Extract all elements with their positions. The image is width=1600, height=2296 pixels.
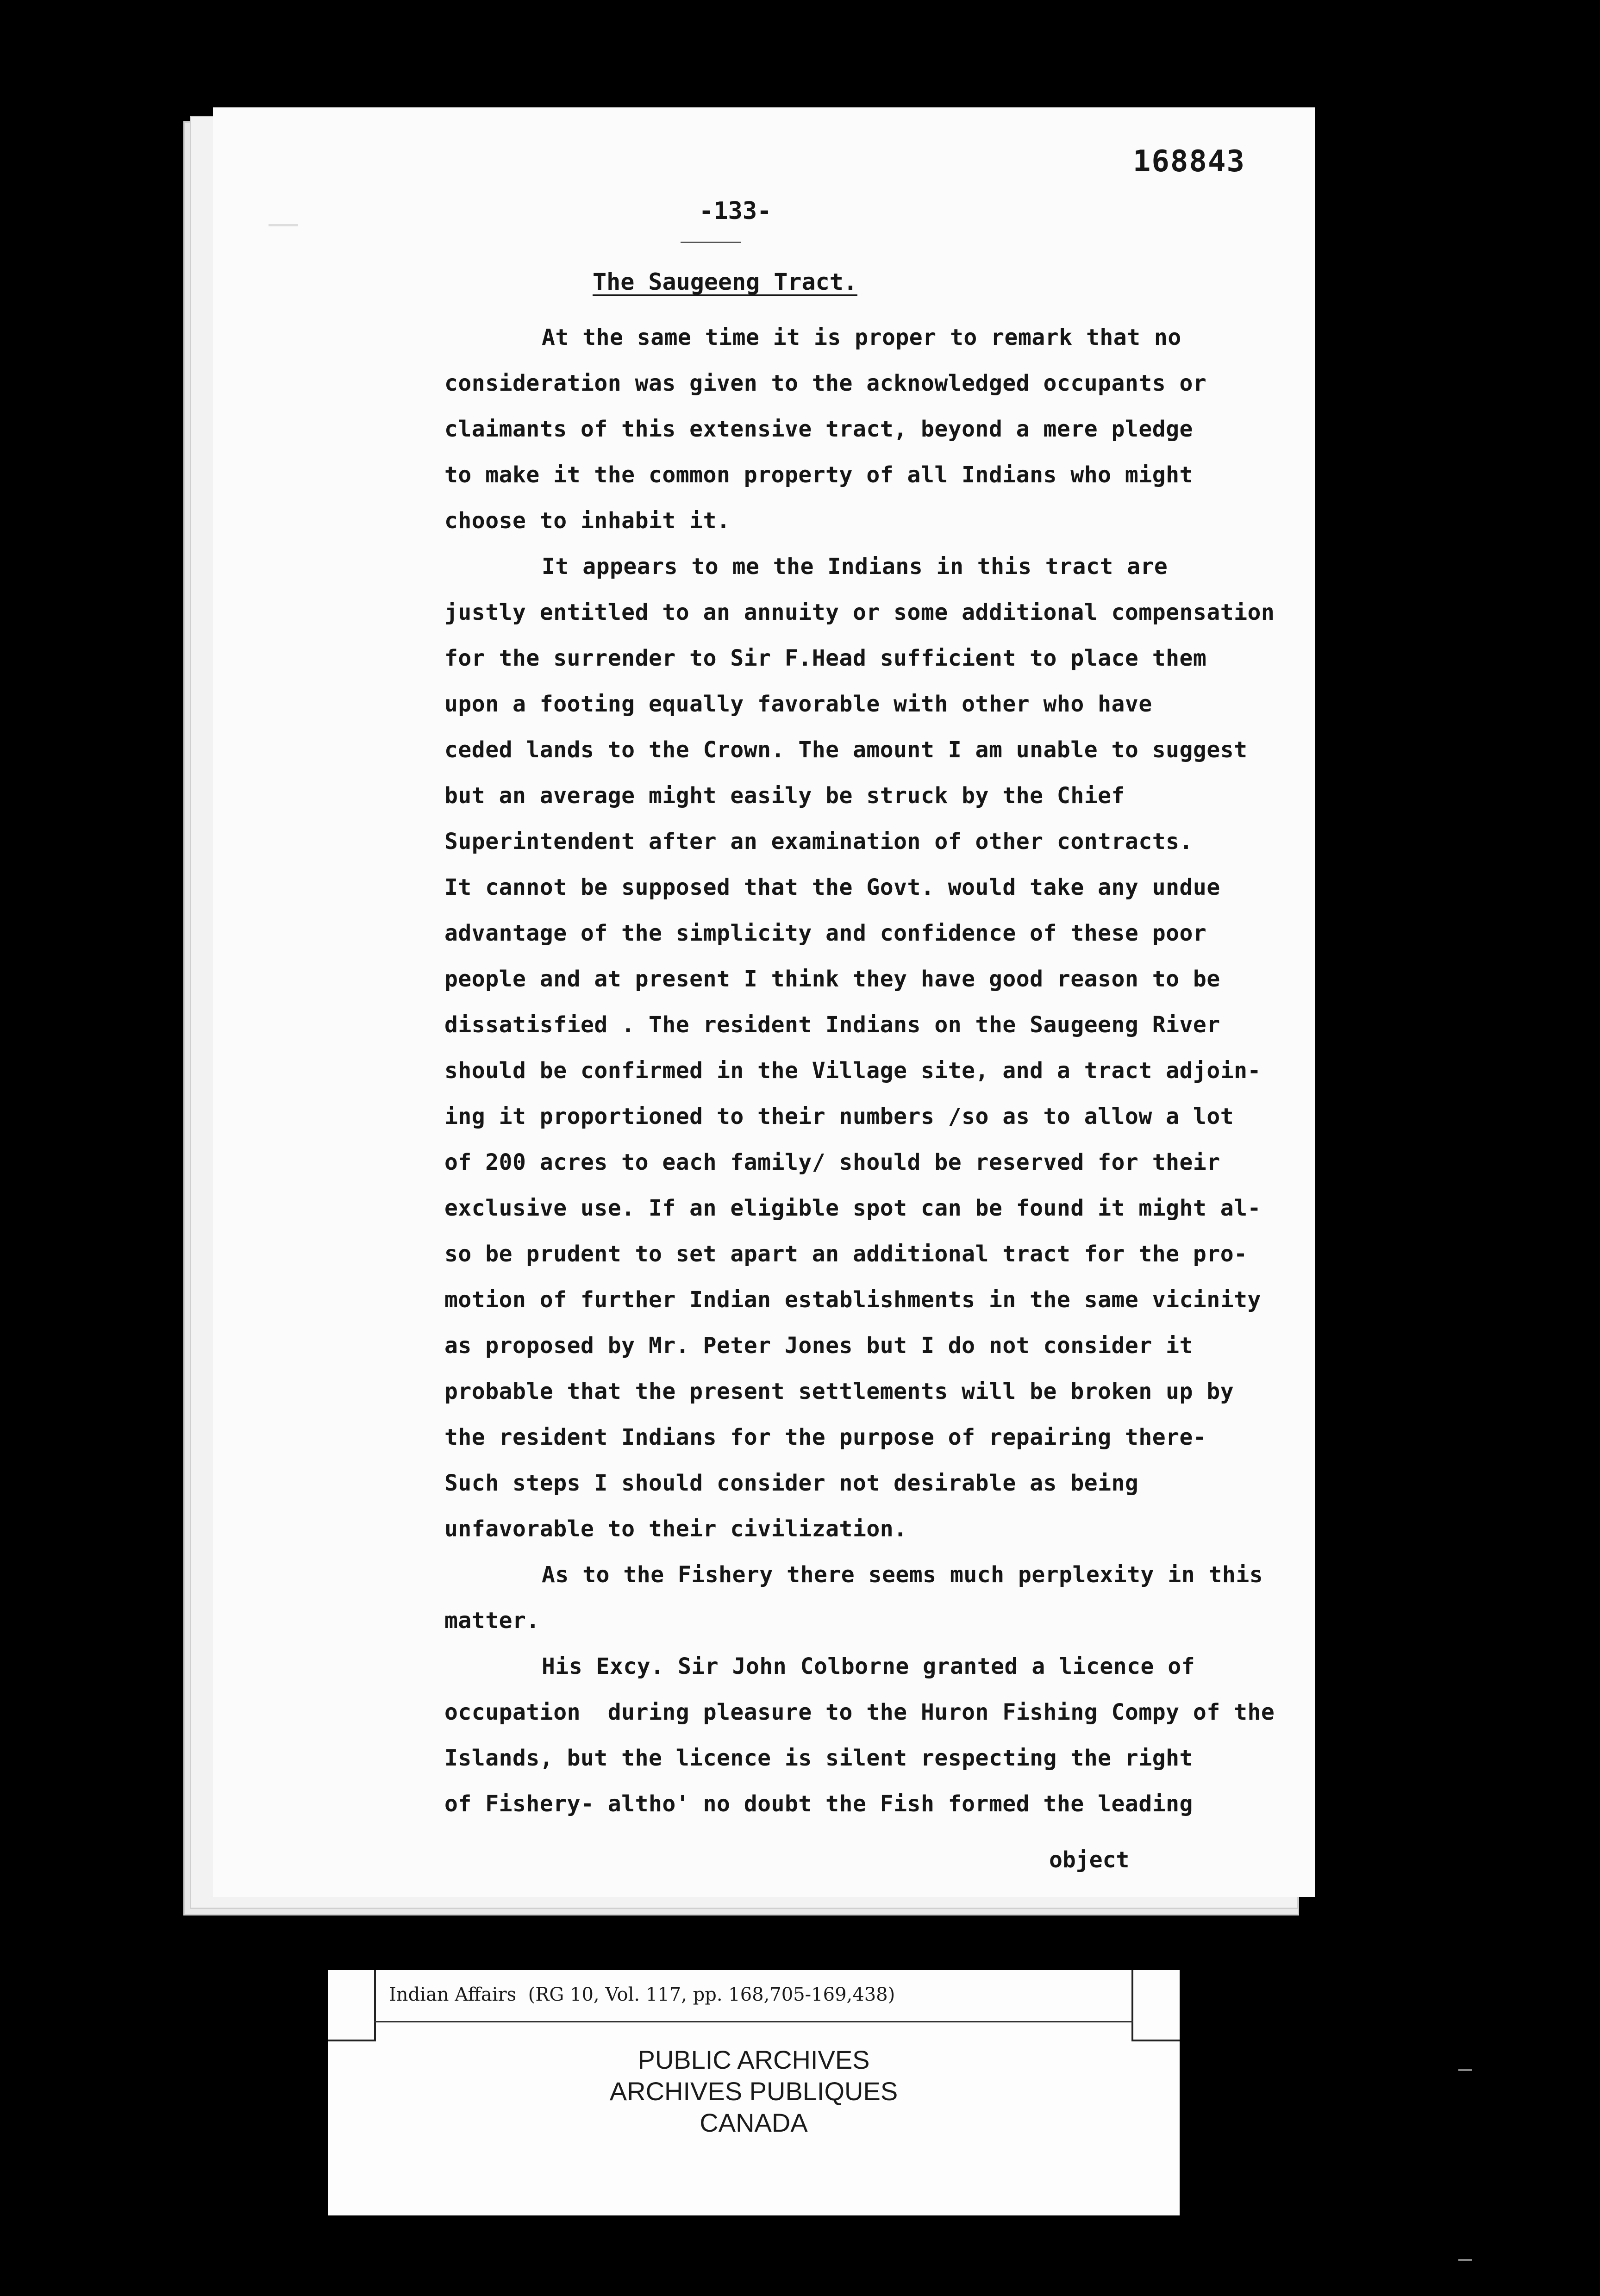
page-number: -133- (699, 197, 772, 225)
text-line: the resident Indians for the purpose of repairing there- (444, 1424, 1207, 1450)
text-line: It cannot be supposed that the Govt. would take any undue (444, 874, 1220, 900)
label-tab (1131, 1970, 1180, 2041)
text-line: exclusive use. If an eligible spot can be found it might al- (444, 1195, 1261, 1221)
text-line: of Fishery- altho' no doubt the Fish formed the leading (444, 1791, 1193, 1817)
text-line: to make it the common property of all Indians who might (444, 462, 1193, 488)
margin-mark (1458, 2259, 1472, 2261)
text-line: ing it proportioned to their numbers /so as to allow a lot (444, 1104, 1234, 1129)
text-line: At the same time it is proper to remark that no (542, 324, 1181, 350)
text-line: advantage of the simplicity and confidence of these poor (444, 920, 1207, 946)
section-heading: The Saugeeng Tract. (593, 268, 857, 295)
text-line: claimants of this extensive tract, beyond a mere pledge (444, 416, 1193, 442)
text-line: should be confirmed in the Village site, and a tract adjoin- (444, 1058, 1261, 1084)
archive-label (328, 1970, 1180, 2215)
text-line: upon a footing equally favorable with other who have (444, 691, 1152, 717)
archive-name-english: PUBLIC ARCHIVES (638, 2045, 870, 2074)
divider (681, 242, 741, 243)
text-line: so be prudent to set apart an additional tract for the pro- (444, 1241, 1248, 1267)
margin-mark (269, 224, 298, 226)
text-line: unfavorable to their civilization. (444, 1516, 907, 1542)
text-line: dissatisfied . The resident Indians on the Saugeeng River (444, 1012, 1220, 1038)
margin-mark (1458, 2069, 1472, 2071)
text-line: of 200 acres to each family/ should be reserved for their (444, 1149, 1220, 1175)
catchword: object (1049, 1847, 1130, 1873)
text-line: as proposed by Mr. Peter Jones but I do not consider it (444, 1333, 1193, 1359)
text-line: It appears to me the Indians in this tract are (542, 554, 1168, 580)
text-line: justly entitled to an annuity or some additional compensation (444, 599, 1275, 625)
archive-reference: Indian Affairs (RG 10, Vol. 117, pp. 168,705-169,438) (389, 1984, 895, 2005)
text-line: people and at present I think they have good reason to be (444, 966, 1220, 992)
text-line: choose to inhabit it. (444, 508, 731, 534)
text-line: but an average might easily be struck by the Chief (444, 783, 1125, 809)
archive-country: CANADA (700, 2108, 808, 2137)
text-line: As to the Fishery there seems much perplexity in this (542, 1562, 1263, 1588)
text-line: motion of further Indian establishments in the same vicinity (444, 1287, 1261, 1313)
text-line: matter. (444, 1608, 540, 1634)
archive-name (328, 2044, 1180, 2139)
body-text (444, 315, 1324, 1827)
text-line: probable that the present settlements will be broken up by (444, 1379, 1234, 1404)
text-line: occupation during pleasure to the Huron Fishing Compy of the (444, 1699, 1275, 1725)
text-line: consideration was given to the acknowledged occupants or (444, 370, 1207, 396)
archive-name-french: ARCHIVES PUBLIQUES (609, 2077, 898, 2106)
text-line: ceded lands to the Crown. The amount I am unable to suggest (444, 737, 1248, 763)
typed-page (213, 107, 1315, 1897)
text-line: for the surrender to Sir F.Head sufficient to place them (444, 645, 1207, 671)
text-line: Such steps I should consider not desirable as being (444, 1470, 1139, 1496)
label-tab (328, 1970, 376, 2041)
stamp-number: 168843 (1132, 144, 1245, 179)
text-line: Islands, but the licence is silent respecting the right (444, 1745, 1193, 1771)
text-line: His Excy. Sir John Colborne granted a licence of (542, 1653, 1195, 1679)
text-line: Superintendent after an examination of other contracts. (444, 829, 1193, 855)
divider (374, 2021, 1133, 2022)
